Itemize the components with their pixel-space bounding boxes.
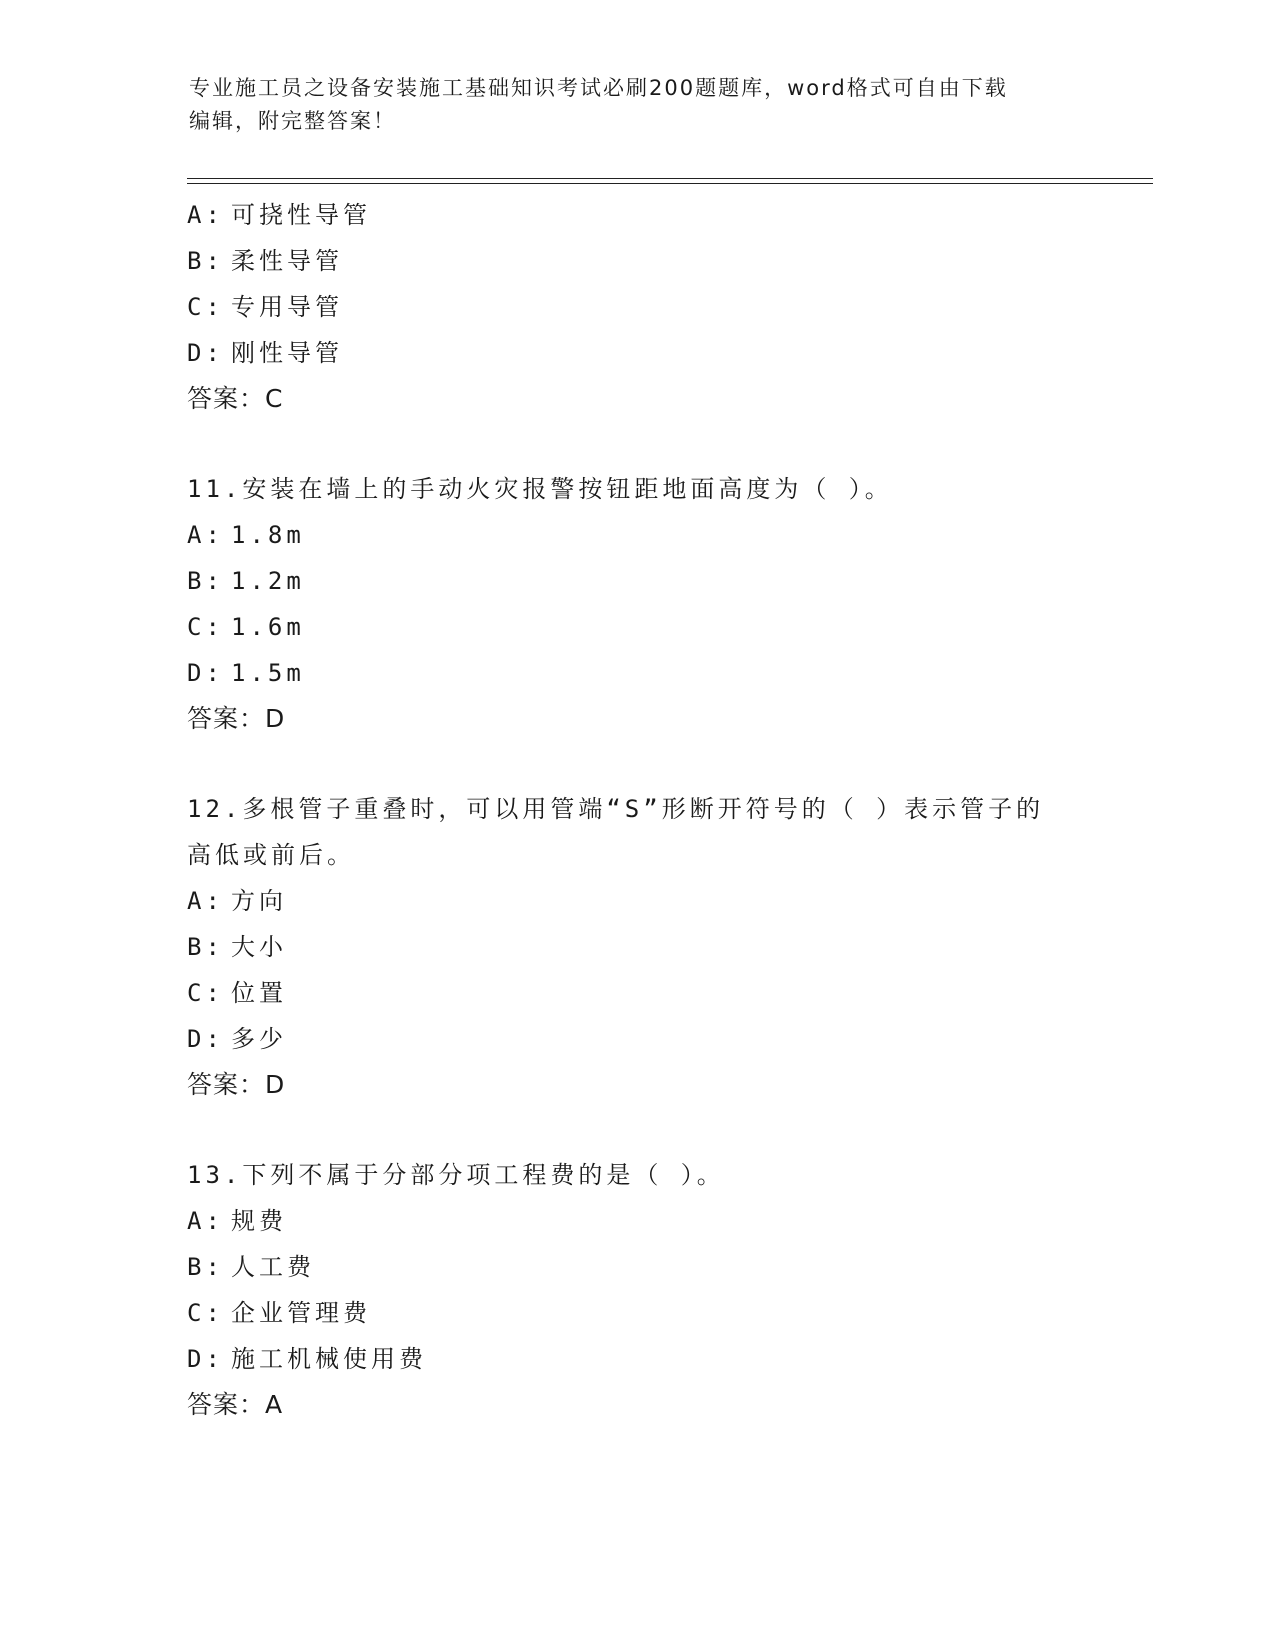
option-key: B:	[187, 1253, 224, 1281]
option-key: D:	[187, 1025, 224, 1053]
question-text-line-2: 高低或前后。	[187, 841, 355, 869]
header-title-line-2: 编辑，附完整答案！	[189, 109, 396, 133]
document-body	[187, 192, 1147, 1428]
answer-line: 答案：D	[187, 704, 286, 733]
option-text: 柔性导管	[231, 247, 343, 275]
option-key: C:	[187, 613, 224, 641]
option-text: 位置	[231, 979, 287, 1007]
option-text: 专用导管	[231, 293, 343, 321]
option-text: 可挠性导管	[231, 201, 371, 229]
option-text: 1.8m	[231, 521, 305, 549]
option-text: 1.2m	[231, 567, 305, 595]
question-text: 13.下列不属于分部分项工程费的是（ ）。	[187, 1161, 725, 1189]
answer-line: 答案：C	[187, 384, 284, 413]
option-key: A:	[187, 521, 224, 549]
option-d	[187, 1016, 1147, 1062]
option-key: C:	[187, 979, 224, 1007]
option-c	[187, 970, 1147, 1016]
option-text: 1.5m	[231, 659, 305, 687]
option-d	[187, 650, 1147, 696]
spacer	[187, 422, 1147, 466]
question-block-11	[187, 466, 1147, 742]
header-divider-top	[187, 178, 1153, 179]
option-text: 规费	[231, 1207, 287, 1235]
question-block-10	[187, 192, 1147, 422]
option-a	[187, 878, 1147, 924]
option-key: C:	[187, 293, 224, 321]
question-text: 11.安装在墙上的手动火灾报警按钮距地面高度为（ ）。	[187, 475, 893, 503]
option-b	[187, 238, 1147, 284]
option-key: A:	[187, 201, 224, 229]
option-c	[187, 604, 1147, 650]
spacer	[187, 1108, 1147, 1152]
option-c	[187, 284, 1147, 330]
answer-line: 答案：A	[187, 1390, 284, 1419]
option-key: B:	[187, 567, 224, 595]
answer-line: 答案：D	[187, 1070, 286, 1099]
option-key: A:	[187, 887, 224, 915]
option-text: 刚性导管	[231, 339, 343, 367]
option-text: 1.6m	[231, 613, 305, 641]
option-a	[187, 512, 1147, 558]
option-key: A:	[187, 1207, 224, 1235]
question-text-line-1: 12.多根管子重叠时，可以用管端“S”形断开符号的（ ）表示管子的	[187, 795, 1045, 823]
option-text: 企业管理费	[231, 1299, 371, 1327]
option-b	[187, 558, 1147, 604]
option-c	[187, 1290, 1147, 1336]
option-key: B:	[187, 247, 224, 275]
option-b	[187, 924, 1147, 970]
option-d	[187, 330, 1147, 376]
question-block-13	[187, 1152, 1147, 1428]
option-key: C:	[187, 1299, 224, 1327]
header-divider-bottom	[187, 183, 1153, 184]
option-key: B:	[187, 933, 224, 961]
option-a	[187, 1198, 1147, 1244]
option-text: 施工机械使用费	[231, 1345, 427, 1373]
option-b	[187, 1244, 1147, 1290]
document-header	[189, 72, 1089, 138]
option-key: D:	[187, 659, 224, 687]
question-block-12	[187, 786, 1147, 1108]
option-key: D:	[187, 1345, 224, 1373]
option-d	[187, 1336, 1147, 1382]
option-a	[187, 192, 1147, 238]
option-key: D:	[187, 339, 224, 367]
option-text: 方向	[231, 887, 287, 915]
header-title-line-1: 专业施工员之设备安装施工基础知识考试必刷200题题库，word格式可自由下载	[189, 76, 1008, 100]
spacer	[187, 742, 1147, 786]
option-text: 多少	[231, 1025, 287, 1053]
option-text: 大小	[231, 933, 287, 961]
option-text: 人工费	[231, 1253, 315, 1281]
